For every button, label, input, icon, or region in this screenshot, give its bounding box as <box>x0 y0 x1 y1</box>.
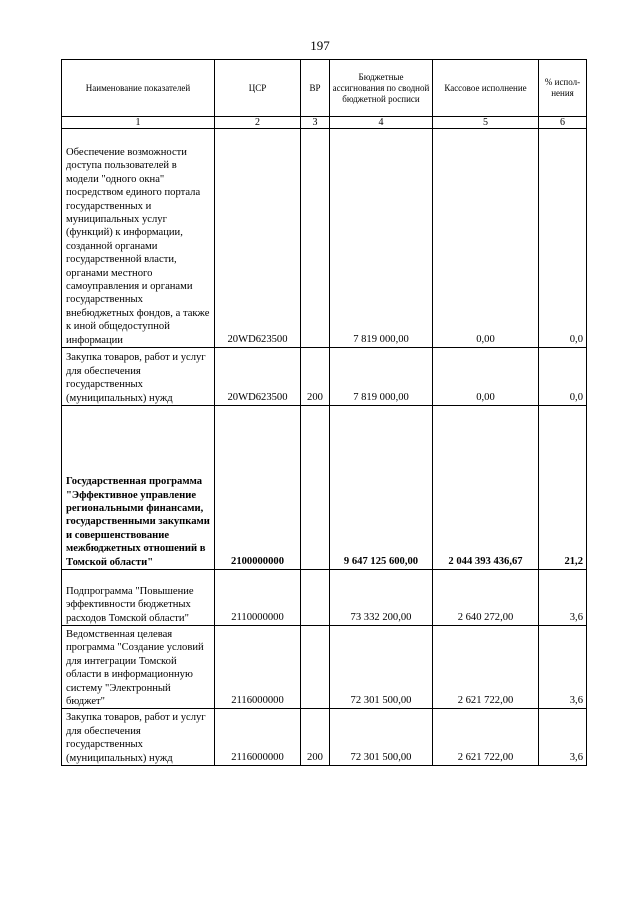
header-percent: % испол-нения <box>539 60 587 117</box>
row-vr: 200 <box>301 348 330 406</box>
row-percent: 3,6 <box>539 709 587 766</box>
row-csr: 20WD623500 <box>215 129 301 348</box>
header-name: Наименование показателей <box>62 60 215 117</box>
row-name: Ведомственная целевая программа "Создание условий для интеграции Томской области в информационную систему "Электронный бюджет" <box>62 626 215 709</box>
header-row <box>62 60 587 117</box>
row-allocations: 72 301 500,00 <box>330 626 433 709</box>
table-row <box>62 348 587 406</box>
row-name: Закупка товаров, работ и услуг для обеспечения государственных (муниципальных) нужд <box>62 348 215 406</box>
table-row <box>62 626 587 709</box>
column-number: 2 <box>215 117 301 129</box>
row-vr: 200 <box>301 709 330 766</box>
row-cash: 0,00 <box>433 348 539 406</box>
column-number: 5 <box>433 117 539 129</box>
row-vr <box>301 626 330 709</box>
table-row-program <box>62 406 587 570</box>
page-number: 197 <box>310 38 330 53</box>
header-vr: ВР <box>301 60 330 117</box>
header-csr: ЦСР <box>215 60 301 117</box>
row-percent: 0,0 <box>539 348 587 406</box>
row-name: Подпрограмма "Повышение эффективности бюджетных расходов Томской области" <box>62 570 215 626</box>
row-cash: 0,00 <box>433 129 539 348</box>
header-cash: Кассовое исполнение <box>433 60 539 117</box>
row-csr: 2110000000 <box>215 570 301 626</box>
row-percent: 3,6 <box>539 626 587 709</box>
row-cash: 2 621 722,00 <box>433 709 539 766</box>
row-csr: 2116000000 <box>215 626 301 709</box>
row-percent: 21,2 <box>539 406 587 570</box>
table-row <box>62 570 587 626</box>
row-vr <box>301 129 330 348</box>
column-number: 4 <box>330 117 433 129</box>
header-allocations: Бюджетные ассигнования по сводной бюджетной росписи <box>330 60 433 117</box>
row-vr <box>301 570 330 626</box>
row-name: Государственная программа "Эффективное управление региональными финансами, государственными закупками и совершенствование межбюджетных отношений в Томской области" <box>62 406 215 570</box>
column-number-row <box>62 117 587 129</box>
budget-table <box>61 59 587 766</box>
row-name: Закупка товаров, работ и услуг для обеспечения государственных (муниципальных) нужд <box>62 709 215 766</box>
row-percent: 0,0 <box>539 129 587 348</box>
row-cash: 2 640 272,00 <box>433 570 539 626</box>
table-row <box>62 709 587 766</box>
column-number: 3 <box>301 117 330 129</box>
row-cash: 2 621 722,00 <box>433 626 539 709</box>
row-csr: 20WD623500 <box>215 348 301 406</box>
row-vr <box>301 406 330 570</box>
row-allocations: 7 819 000,00 <box>330 348 433 406</box>
row-allocations: 72 301 500,00 <box>330 709 433 766</box>
row-name: Обеспечение возможности доступа пользователей в модели "одного окна" посредством единого портала государственных и муниципальных услуг (функций) к информации, созданной органами государственной власти, органами местного самоуправления и органами государственных внебюджетных фондов, а также к иной общедоступной информации <box>62 129 215 348</box>
column-number: 6 <box>539 117 587 129</box>
table-row <box>62 129 587 348</box>
row-cash: 2 044 393 436,67 <box>433 406 539 570</box>
row-allocations: 7 819 000,00 <box>330 129 433 348</box>
row-allocations: 9 647 125 600,00 <box>330 406 433 570</box>
row-allocations: 73 332 200,00 <box>330 570 433 626</box>
row-csr: 2116000000 <box>215 709 301 766</box>
column-number: 1 <box>62 117 215 129</box>
row-csr: 2100000000 <box>215 406 301 570</box>
row-percent: 3,6 <box>539 570 587 626</box>
